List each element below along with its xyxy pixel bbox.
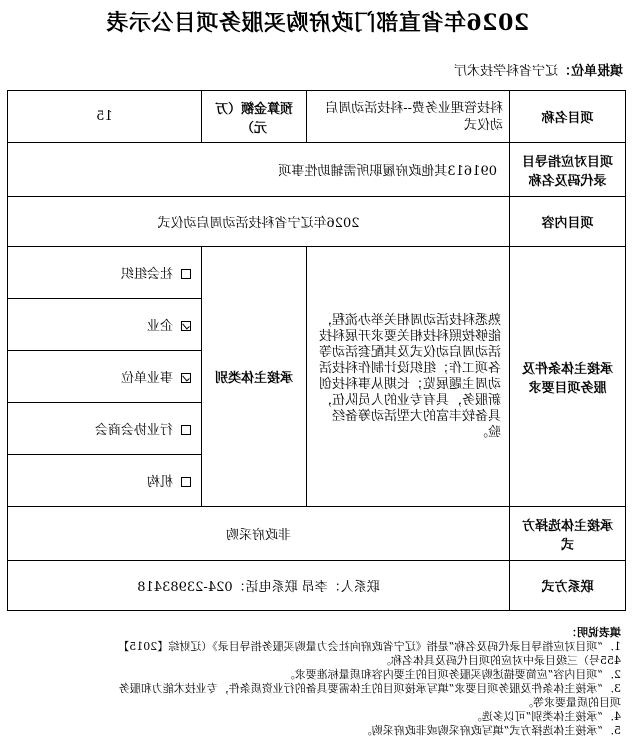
option-institution[interactable]: [7, 351, 201, 403]
option-label: 机构: [146, 475, 173, 490]
content-label: 项目内容: [510, 197, 626, 247]
contact-value: 联系人：李昂 联系电话：024-23983418: [7, 561, 509, 611]
catalog-value: 091613其他政府履职所需辅助性事项: [7, 143, 509, 197]
type-label: 承接主体类别: [201, 247, 306, 507]
row-selection: [7, 507, 625, 561]
option-label: 社会组织: [120, 267, 173, 282]
option-industry-association[interactable]: [7, 403, 201, 455]
note-line: 2．“项目内容”应简要描述购买服务项目的主要内容和质量标准要求。: [283, 668, 621, 681]
content-value: 2026年辽宁省科技活动周启动仪式: [7, 197, 509, 247]
note-line: 4．“承接主体类别”可以多选。: [470, 710, 621, 723]
contact-label: 联系方式: [510, 561, 626, 611]
page-title: 2026年省直部门政府购买服务项目公示表: [105, 10, 530, 36]
option-social-org[interactable]: [7, 247, 201, 299]
project-name-label: 项目名称: [510, 91, 626, 143]
row-conditions: [7, 247, 625, 299]
budget-label: 预算金额（万元）: [201, 91, 306, 143]
checkbox-agency[interactable]: [181, 477, 191, 487]
publicity-table: [7, 90, 626, 611]
option-label: 企业: [146, 319, 173, 334]
notes: [13, 626, 621, 738]
note-line: 1．“项目对应指导目录代码及名称”是指《辽宁省政府向社会力量购买服务指导目录》（辽财综【2015】: [118, 640, 621, 653]
unit-label: 填报单位：: [557, 64, 623, 79]
checkbox-industry-association[interactable]: [181, 425, 191, 435]
catalog-label: 项目对应指导目录代码及名称: [510, 143, 626, 197]
row-contact: [7, 561, 625, 611]
row-catalog: [7, 143, 625, 197]
budget-value: 15: [7, 91, 201, 143]
option-agency[interactable]: [7, 455, 201, 507]
option-label: 行业协会商会: [94, 423, 173, 438]
note-line: 455号）三级目录中对应的项目代码及具体名称。: [380, 654, 621, 667]
selection-label: 承接主体选择方式: [510, 507, 626, 561]
unit-line: [454, 60, 623, 79]
option-enterprise[interactable]: [7, 299, 201, 351]
note-line: 项目的质量要求等。: [522, 696, 621, 709]
note-line: 3．“承接主体条件及服务项目要求”填写承接项目的主体需要具备的行业资质条件，专业技术能力和服务: [118, 682, 621, 695]
row-project-name: [7, 91, 625, 143]
checkbox-institution[interactable]: [181, 373, 191, 383]
project-name-value: 科技管理业务费--科技活动周启动仪式: [306, 91, 509, 143]
checkbox-enterprise[interactable]: [181, 321, 191, 331]
note-line: 5．“承接主体选择方式”填写政府采购或非政府采购。: [360, 724, 621, 737]
notes-heading: 填表说明：: [566, 626, 621, 639]
selection-value: 非政府采购: [7, 507, 509, 561]
conditions-text: 熟悉科技活动周相关举办流程，能够按照科技相关要求开展科技活动周启动仪式及其配套活动等各项工作；组织设计制作科技活动周主题展览；长期从事科技创新服务，具有专业的人员队伍，具备较丰富的大型活动筹备经验。: [306, 247, 509, 507]
option-label: 事业单位: [120, 371, 173, 386]
row-content: [7, 197, 625, 247]
unit-value: 辽宁省科学技术厅: [453, 64, 558, 79]
conditions-label: 承接主体条件及服务项目要求: [510, 247, 626, 507]
checkbox-social-org[interactable]: [181, 269, 191, 279]
